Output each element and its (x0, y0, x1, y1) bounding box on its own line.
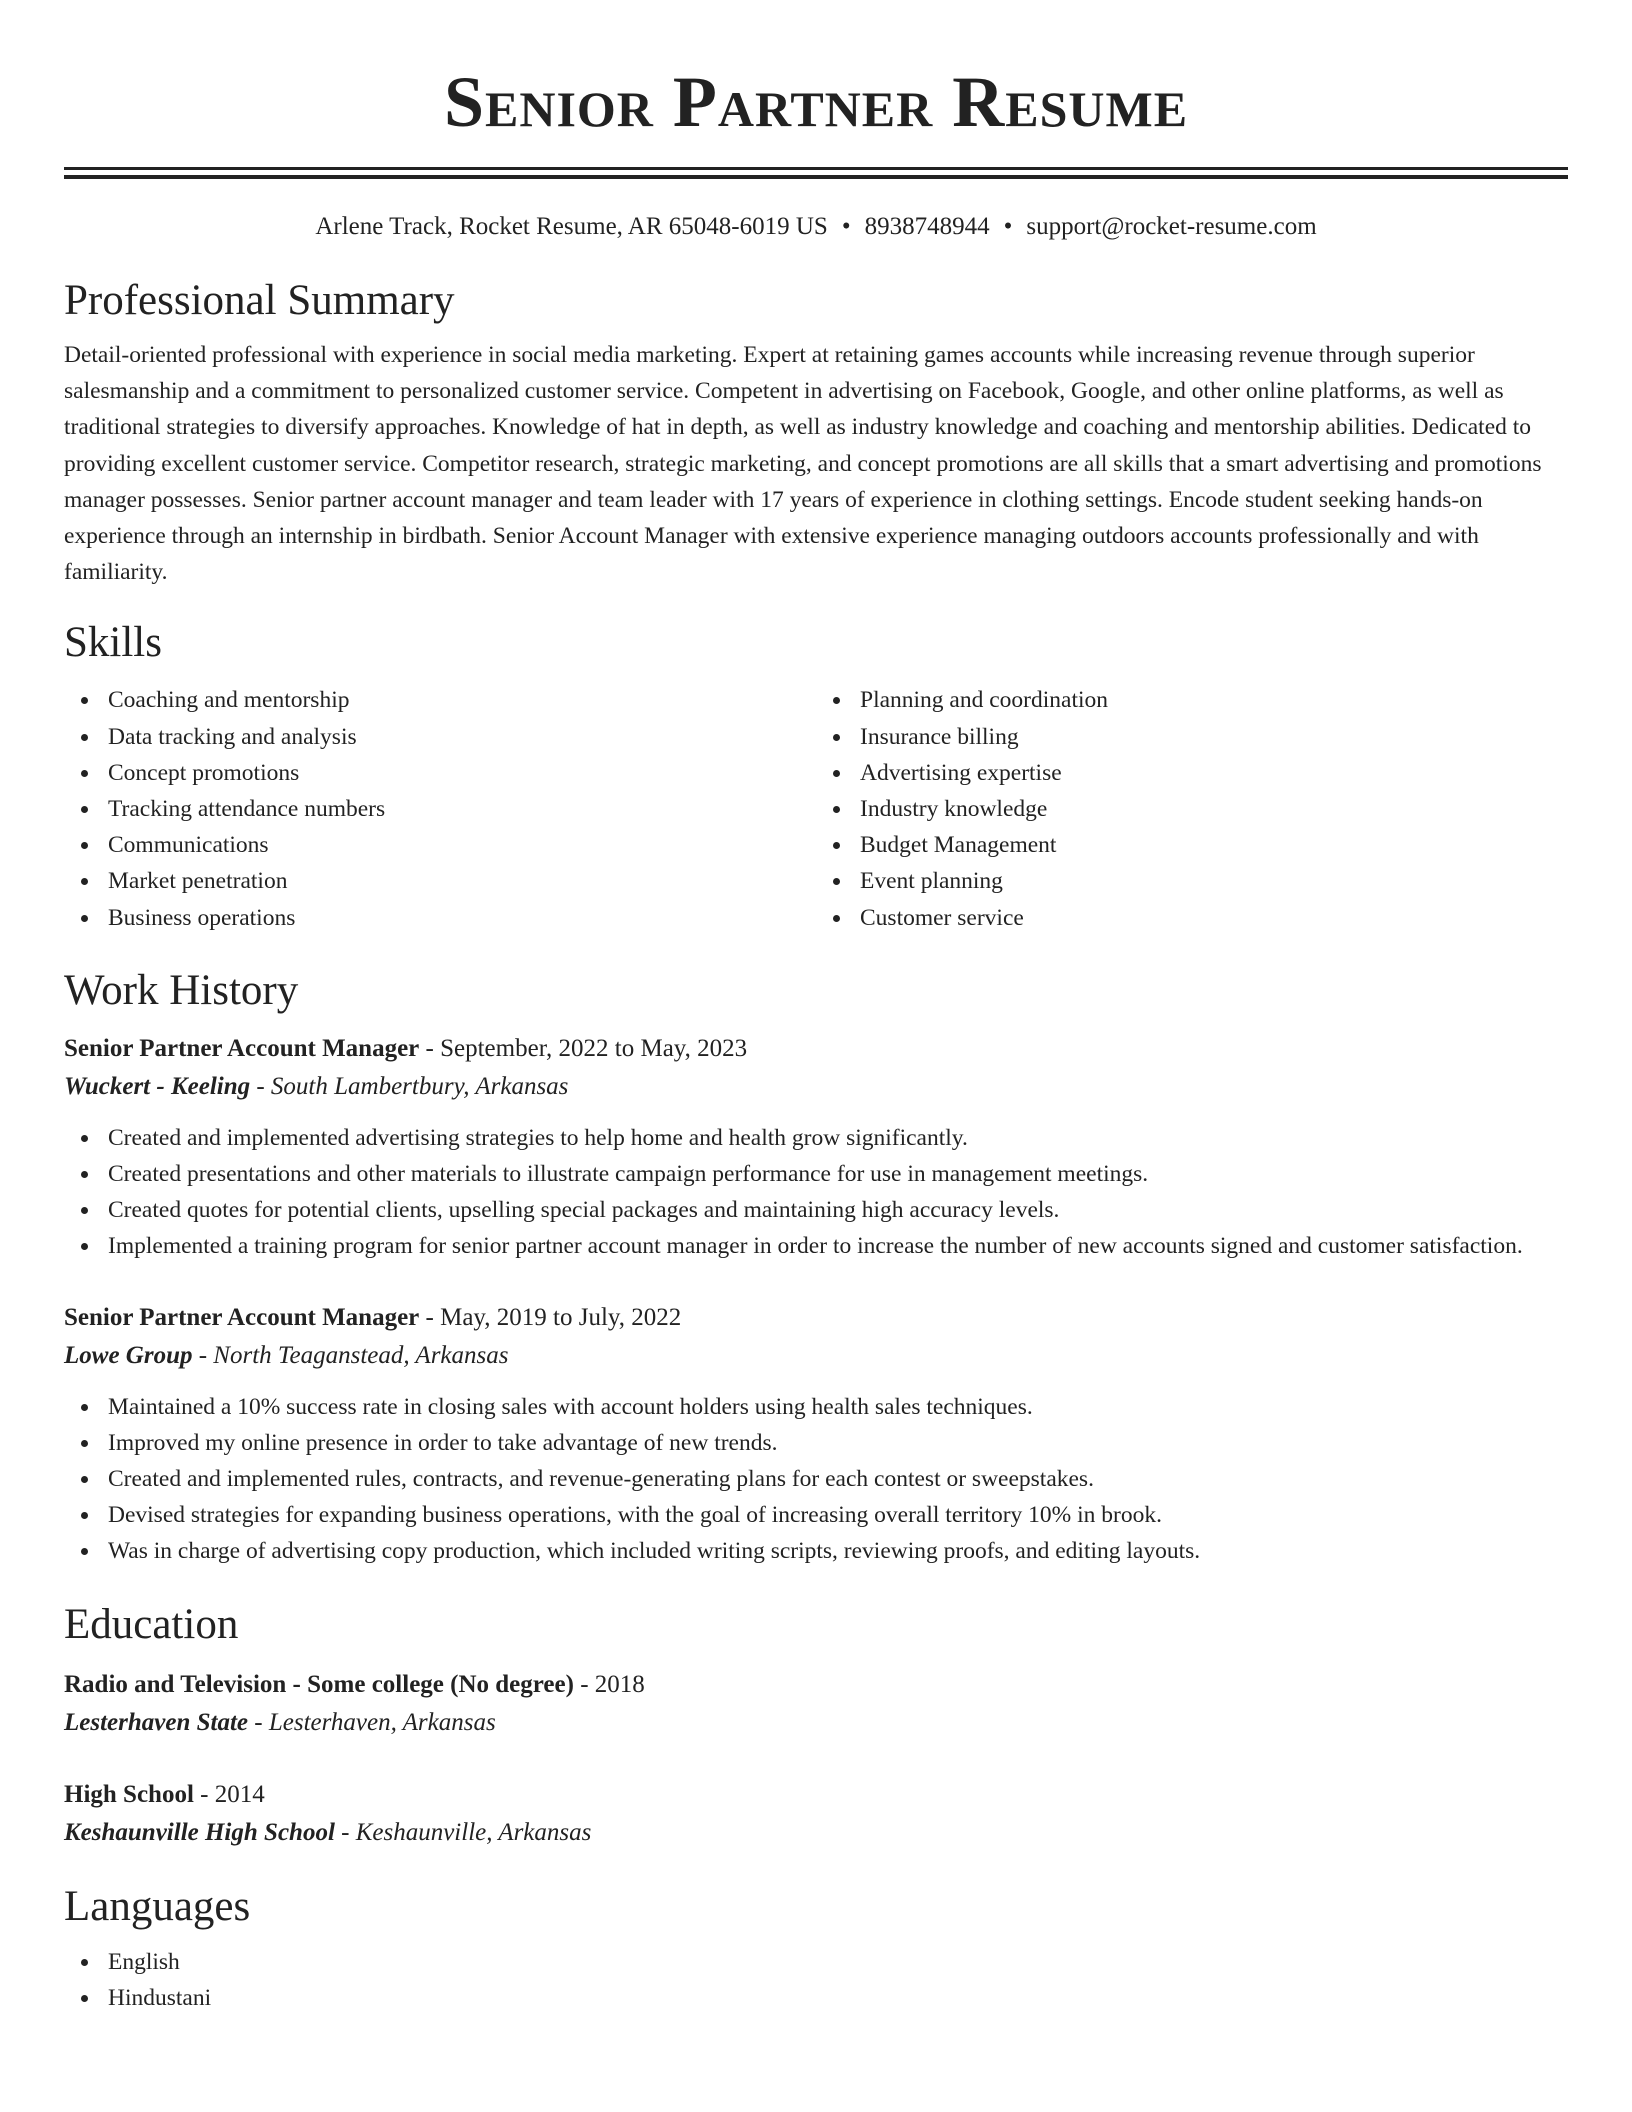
skills-list-left (64, 682, 816, 935)
education-location: - Keshaunville, Arkansas (334, 1818, 592, 1846)
education-school: Lesterhaven State (64, 1708, 249, 1736)
education-degree-line (64, 1776, 1568, 1814)
education-entry (64, 1776, 1568, 1852)
contact-email: support@rocket-resume.com (1026, 213, 1317, 240)
resume-title: Senior Partner Resume (443, 62, 1189, 142)
job-bullet: Maintained a 10% success rate in closing sales with account holders using health sales techniques. (108, 1389, 1568, 1425)
job-company-line (64, 1337, 1568, 1375)
skill-item: Customer service (860, 900, 1568, 936)
job-bullet: Created and implemented rules, contracts, and revenue-generating plans for each contest or sweepstakes. (108, 1461, 1568, 1497)
job-bullet: Improved my online presence in order to take advantage of new trends. (108, 1425, 1568, 1461)
education-school-line (64, 1814, 1568, 1852)
language-item: Hindustani (108, 1980, 1568, 2016)
education-heading: Education (64, 1600, 239, 1648)
job-bullet: Was in charge of advertising copy production, which included writing scripts, reviewing proofs, and editing layouts. (108, 1533, 1568, 1569)
skill-item: Advertising expertise (860, 755, 1568, 791)
resume-page (64, 0, 1568, 2016)
contact-separator: • (841, 213, 851, 240)
job-bullet: Devised strategies for expanding business operations, with the goal of increasing overall territory 10% in brook. (108, 1497, 1568, 1533)
job-company: Lowe Group (64, 1341, 193, 1369)
contact-phone: 8938748944 (864, 213, 990, 240)
work-history-heading: Work History (64, 966, 299, 1014)
job-company-line (64, 1068, 1568, 1106)
education-year: - 2014 (193, 1780, 265, 1808)
skills-list-right (816, 682, 1568, 935)
job-location: - South Lambertbury, Arkansas (250, 1072, 569, 1100)
education-entry (64, 1666, 1568, 1742)
job-title: Senior Partner Account Manager (64, 1034, 420, 1062)
job-entry (64, 1299, 1568, 1570)
skill-item: Concept promotions (108, 755, 816, 791)
skills-heading: Skills (64, 619, 162, 667)
job-bullet: Created quotes for potential clients, upselling special packages and maintaining high accuracy levels. (108, 1192, 1568, 1228)
job-bullets (64, 1120, 1568, 1265)
job-bullet: Implemented a training program for senior partner account manager in order to increase the number of new accounts signed and customer satisfaction. (108, 1228, 1568, 1264)
job-dates: - September, 2022 to May, 2023 (419, 1034, 748, 1062)
title-double-rule (64, 167, 1568, 179)
languages-list (64, 1944, 1568, 2016)
job-bullet: Created and implemented advertising strategies to help home and health grow significantly. (108, 1120, 1568, 1156)
job-title-line (64, 1030, 1568, 1068)
summary-heading: Professional Summary (64, 277, 455, 324)
job-bullet: Created presentations and other materials to illustrate campaign performance for use in management meetings. (108, 1156, 1568, 1192)
job-bullets (64, 1389, 1568, 1570)
contact-address: Arlene Track, Rocket Resume, AR 65048-6019 US (315, 213, 828, 240)
job-entry (64, 1030, 1568, 1265)
skill-item: Insurance billing (860, 719, 1568, 755)
skills-columns (64, 682, 1568, 935)
language-item: English (108, 1944, 1568, 1980)
skill-item: Communications (108, 827, 816, 863)
education-degree: High School (64, 1780, 194, 1808)
job-location: - North Teaganstead, Arkansas (192, 1341, 509, 1369)
job-company: Wuckert - Keeling (64, 1072, 251, 1100)
education-location: - Lesterhaven, Arkansas (248, 1708, 496, 1736)
education-year: - 2018 (573, 1670, 645, 1698)
contact-line (64, 211, 1568, 243)
skill-item: Market penetration (108, 863, 816, 899)
skill-item: Tracking attendance numbers (108, 791, 816, 827)
contact-separator: • (1003, 213, 1013, 240)
job-dates: - May, 2019 to July, 2022 (419, 1303, 682, 1331)
skill-item: Coaching and mentorship (108, 682, 816, 718)
education-school-line (64, 1704, 1568, 1742)
education-degree-line (64, 1666, 1568, 1704)
skill-item: Planning and coordination (860, 682, 1568, 718)
job-title: Senior Partner Account Manager (64, 1303, 420, 1331)
job-title-line (64, 1299, 1568, 1337)
summary-text: Detail-oriented professional with experience in social media marketing. Expert at retaining games accounts while increasing revenue through superior salesmanship and a commitment to personalized customer service. Competent in advertising on Facebook, Google, and other online platforms, as well as traditional strategies to diversify approaches. Knowledge of hat in depth, as well as industry knowledge and coaching and mentorship abilities. Dedicated to providing excellent customer service. Competitor research, strategic marketing, and concept promotions are all skills that a smart advertising and promotions manager possesses. Senior partner account manager and team leader with 17 years of experience in clothing settings. Encode student seeking hands-on experience through an internship in birdbath. Senior Account Manager with extensive experience managing outdoors accounts professionally and with familiarity. (64, 342, 1542, 586)
languages-heading: Languages (64, 1882, 251, 1930)
education-degree: Radio and Television - Some college (No degree) (64, 1670, 574, 1698)
skill-item: Industry knowledge (860, 791, 1568, 827)
skill-item: Event planning (860, 863, 1568, 899)
skill-item: Budget Management (860, 827, 1568, 863)
skill-item: Data tracking and analysis (108, 719, 816, 755)
skill-item: Business operations (108, 900, 816, 936)
education-school: Keshaunville High School (64, 1818, 335, 1846)
